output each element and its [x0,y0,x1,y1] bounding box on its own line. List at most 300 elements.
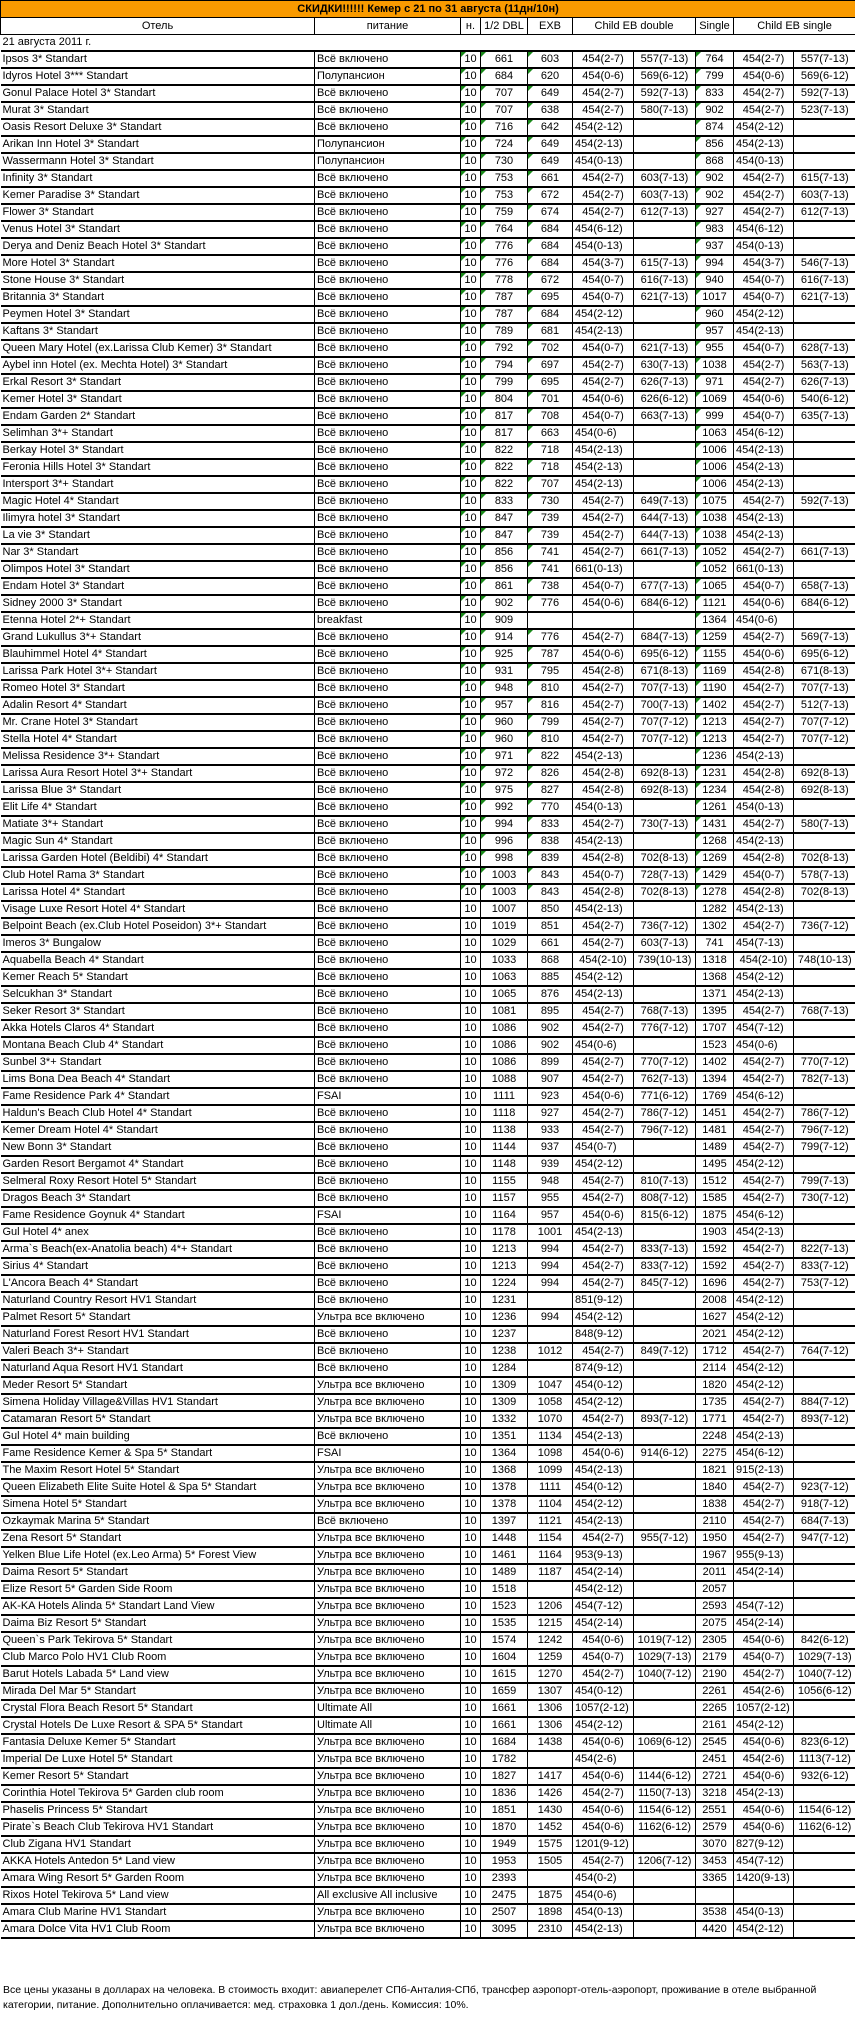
single-price: 1261 [696,799,734,816]
child-eb-double-1: 454(0-7) [573,408,634,425]
table-row [1,408,855,425]
half-dbl-price: 1213 [481,1258,528,1275]
meal-plan: Всё включено [315,238,461,255]
single-price: 2305 [696,1632,734,1649]
nights: 10 [461,51,481,68]
child-eb-single-1: 454(6-12) [734,221,794,238]
hotel-name: Queen Elizabeth Elite Suite Hotel & Spa 5* Standart [1,1479,315,1496]
single-price: 2057 [696,1581,734,1598]
child-eb-single-1: 454(2-13) [734,442,794,459]
table-row [1,1258,855,1275]
child-eb-double-1: 454(7-12) [573,1598,634,1615]
hotel-name: Yelken Blue Life Hotel (ex.Leo Arma) 5* Forest View [1,1547,315,1564]
exb-price: 1121 [528,1513,573,1530]
child-eb-single-2: 684(6-12) [794,595,855,612]
child-eb-double-1: 454(0-6) [573,1887,634,1904]
half-dbl-price: 1164 [481,1207,528,1224]
exb-price: 822 [528,748,573,765]
child-eb-double-2: 612(7-13) [634,204,696,221]
child-eb-double-1: 454(2-6) [573,1751,634,1768]
exb-price: 895 [528,1003,573,1020]
table-row [1,255,855,272]
exb-price: 649 [528,85,573,102]
child-eb-double-1: 454(2-7) [573,1003,634,1020]
half-dbl-price: 1518 [481,1581,528,1598]
child-eb-single-2: 707(7-12) [794,714,855,731]
child-eb-double-1: 454(2-13) [573,442,634,459]
single-price: 1840 [696,1479,734,1496]
hotel-name: Zena Resort 5* Standart [1,1530,315,1547]
half-dbl-price: 1178 [481,1224,528,1241]
child-eb-single-2 [794,153,855,170]
child-eb-single-2: 782(7-13) [794,1071,855,1088]
nights: 10 [461,102,481,119]
exb-price: 1104 [528,1496,573,1513]
half-dbl-price: 799 [481,374,528,391]
hotel-name: Kemer Resort 5* Standart [1,1768,315,1785]
table-row [1,1751,855,1768]
exb-price: 899 [528,1054,573,1071]
meal-plan: Ультра все включено [315,1530,461,1547]
hotel-name: Feronia Hills Hotel 3* Standart [1,459,315,476]
meal-plan: Всё включено [315,1513,461,1530]
exb-price: 843 [528,867,573,884]
hotel-name: Intersport 3*+ Standart [1,476,315,493]
child-eb-single-1: 454(7-12) [734,1020,794,1037]
child-eb-single-1 [734,1887,794,1904]
single-price: 2248 [696,1428,734,1445]
half-dbl-price: 764 [481,221,528,238]
table-row [1,1853,855,1870]
nights: 10 [461,1802,481,1819]
meal-plan: FSAI [315,1207,461,1224]
exb-price: 1270 [528,1666,573,1683]
nights: 10 [461,1020,481,1037]
table-row [1,119,855,136]
child-eb-single-2: 546(7-13) [794,255,855,272]
meal-plan: Всё включено [315,187,461,204]
exb-price: 810 [528,680,573,697]
hotel-name: Kaftans 3* Standart [1,323,315,340]
date-label: 21 августа 2011 г. [2,36,92,49]
child-eb-double-2 [634,136,696,153]
half-dbl-price: 1144 [481,1139,528,1156]
child-eb-single-1: 454(2-12) [734,1717,794,1734]
single-price: 4420 [696,1921,734,1938]
single-price: 1121 [696,595,734,612]
exb-price: 642 [528,119,573,136]
date-row [1,35,855,51]
child-eb-double-1: 454(2-7) [573,935,634,952]
child-eb-double-2: 815(6-12) [634,1207,696,1224]
child-eb-double-2 [634,1904,696,1921]
child-eb-double-1: 454(2-10) [573,952,634,969]
child-eb-double-2: 692(8-13) [634,765,696,782]
hotel-name: Venus Hotel 3* Standart [1,221,315,238]
child-eb-double-1: 454(0-7) [573,1649,634,1666]
child-eb-double-2 [634,1598,696,1615]
half-dbl-price: 787 [481,306,528,323]
child-eb-single-2 [794,1020,855,1037]
meal-plan: FSAI [315,1088,461,1105]
child-eb-single-1: 454(2-6) [734,1751,794,1768]
half-dbl-price: 1489 [481,1564,528,1581]
table-row [1,1343,855,1360]
table-row [1,1173,855,1190]
hotel-name: Ozkaymak Marina 5* Standart [1,1513,315,1530]
nights: 10 [461,629,481,646]
child-eb-single-2: 823(6-12) [794,1734,855,1751]
hotel-name: Haldun's Beach Club Hotel 4* Standart [1,1105,315,1122]
half-dbl-price: 1118 [481,1105,528,1122]
exb-price: 838 [528,833,573,850]
exb-price: 739 [528,527,573,544]
child-eb-single-1: 454(2-8) [734,663,794,680]
child-eb-single-2: 523(7-13) [794,102,855,119]
child-eb-single-2 [794,1887,855,1904]
child-eb-double-1: 851(9-12) [573,1292,634,1309]
child-eb-double-1: 454(2-13) [573,476,634,493]
child-eb-double-1: 454(2-7) [573,1343,634,1360]
exb-price [528,1581,573,1598]
single-price: 1489 [696,1139,734,1156]
nights: 10 [461,1819,481,1836]
hotel-name: Belpoint Beach (ex.Club Hotel Poseidon) 3*+ Standart [1,918,315,935]
exb-price: 695 [528,289,573,306]
nights: 10 [461,850,481,867]
nights: 10 [461,544,481,561]
exb-price: 939 [528,1156,573,1173]
meal-plan: Ultimate All [315,1717,461,1734]
table-row [1,357,855,374]
half-dbl-price: 1007 [481,901,528,918]
nights: 10 [461,748,481,765]
single-price: 1069 [696,391,734,408]
hotel-name: Idyros Hotel 3*** Standart [1,68,315,85]
child-eb-single-2 [794,833,855,850]
nights: 10 [461,170,481,187]
child-eb-double-2: 630(7-13) [634,357,696,374]
table-row [1,1819,855,1836]
half-dbl-price: 2475 [481,1887,528,1904]
single-price: 833 [696,85,734,102]
meal-plan: Всё включено [315,544,461,561]
child-eb-single-2: 764(7-12) [794,1343,855,1360]
child-eb-double-2: 569(6-12) [634,68,696,85]
child-eb-single-2: 702(8-13) [794,884,855,901]
hotel-name: Oasis Resort Deluxe 3* Standart [1,119,315,136]
child-eb-double-1: 454(0-6) [573,1768,634,1785]
exb-price [528,1751,573,1768]
meal-plan: Всё включено [315,1190,461,1207]
table-row [1,901,855,918]
meal-plan: Всё включено [315,289,461,306]
exb-price: 876 [528,986,573,1003]
child-eb-single-1: 454(2-7) [734,357,794,374]
child-eb-double-1: 454(2-7) [573,85,634,102]
table-row [1,1632,855,1649]
single-price: 1592 [696,1258,734,1275]
exb-price: 718 [528,442,573,459]
single-price: 927 [696,204,734,221]
child-eb-single-2 [794,1870,855,1887]
child-eb-double-1: 454(2-7) [573,357,634,374]
table-row [1,1207,855,1224]
child-eb-double-1: 454(2-13) [573,1921,634,1938]
single-price: 2579 [696,1819,734,1836]
child-eb-double-1: 454(2-13) [573,1513,634,1530]
single-price: 1213 [696,731,734,748]
nights: 10 [461,442,481,459]
table-row [1,1479,855,1496]
child-eb-double-1: 454(2-8) [573,850,634,867]
meal-plan: Ultimate All [315,1700,461,1717]
child-eb-double-1: 454(2-7) [573,1785,634,1802]
child-eb-double-1: 454(2-12) [573,119,634,136]
child-eb-single-1: 454(2-13) [734,476,794,493]
meal-plan: Ультра все включено [315,1853,461,1870]
child-eb-single-1: 454(2-7) [734,1258,794,1275]
single-price: 1038 [696,357,734,374]
child-eb-single-2 [794,1717,855,1734]
hotel-name: Sunbel 3*+ Standart [1,1054,315,1071]
half-dbl-price: 1448 [481,1530,528,1547]
nights: 10 [461,1904,481,1921]
exb-price: 730 [528,493,573,510]
single-price: 1512 [696,1173,734,1190]
child-eb-double-2 [634,561,696,578]
child-eb-single-1: 454(2-13) [734,1224,794,1241]
single-price: 2265 [696,1700,734,1717]
hotel-name: Derya and Deniz Beach Hotel 3* Standart [1,238,315,255]
child-eb-double-1: 454(2-7) [573,1241,634,1258]
meal-plan: Всё включено [315,408,461,425]
child-eb-single-1: 454(2-8) [734,884,794,901]
nights: 10 [461,1768,481,1785]
child-eb-single-1: 454(2-13) [734,833,794,850]
child-eb-double-2: 557(7-13) [634,51,696,68]
meal-plan: Всё включено [315,323,461,340]
table-row [1,51,855,68]
single-price: 1585 [696,1190,734,1207]
table-row [1,1598,855,1615]
half-dbl-price: 1063 [481,969,528,986]
child-eb-double-1: 454(2-12) [573,969,634,986]
child-eb-single-2 [794,1377,855,1394]
hotel-name: Infinity 3* Standart [1,170,315,187]
nights: 10 [461,153,481,170]
child-eb-double-2 [634,221,696,238]
child-eb-single-1: 454(2-13) [734,1428,794,1445]
hotel-name: Larissa Blue 3* Standart [1,782,315,799]
child-eb-single-2: 893(7-12) [794,1411,855,1428]
half-dbl-price: 1615 [481,1666,528,1683]
exb-price: 684 [528,238,573,255]
child-eb-single-2: 833(7-12) [794,1258,855,1275]
exb-price: 620 [528,68,573,85]
single-price: 1038 [696,527,734,544]
exb-price: 1452 [528,1819,573,1836]
table-row [1,680,855,697]
single-price: 955 [696,340,734,357]
child-eb-double-2: 768(7-13) [634,1003,696,1020]
exb-price: 902 [528,1037,573,1054]
child-eb-single-2: 569(7-13) [794,629,855,646]
child-eb-single-2 [794,612,855,629]
meal-plan: Ультра все включено [315,1649,461,1666]
meal-plan: Ультра все включено [315,1547,461,1564]
child-eb-double-2 [634,1751,696,1768]
child-eb-single-1: 454(2-13) [734,901,794,918]
child-eb-single-2 [794,561,855,578]
child-eb-double-1: 454(2-7) [573,187,634,204]
meal-plan: Всё включено [315,918,461,935]
meal-plan: Всё включено [315,1275,461,1292]
child-eb-single-2: 730(7-12) [794,1190,855,1207]
meal-plan: Всё включено [315,85,461,102]
meal-plan: Всё включено [315,1003,461,1020]
child-eb-double-2 [634,306,696,323]
exb-price: 2310 [528,1921,573,1938]
child-eb-single-1: 454(2-7) [734,374,794,391]
child-eb-double-1: 454(2-7) [573,527,634,544]
meal-plan: Всё включено [315,425,461,442]
exb-price: 695 [528,374,573,391]
half-dbl-price: 792 [481,340,528,357]
exb-price: 1134 [528,1428,573,1445]
exb-price: 1306 [528,1700,573,1717]
half-dbl-price: 1364 [481,1445,528,1462]
nights: 10 [461,136,481,153]
single-price: 1236 [696,748,734,765]
child-eb-double-2: 1029(7-13) [634,1649,696,1666]
nights: 10 [461,187,481,204]
single-price: 1402 [696,697,734,714]
child-eb-single-1: 454(0-6) [734,1632,794,1649]
hotel-name: Club Hotel Rama 3* Standart [1,867,315,884]
hotel-name: Queen Mary Hotel (ex.Larissa Club Kemer) 3* Standart [1,340,315,357]
child-eb-double-2: 649(7-13) [634,493,696,510]
child-eb-single-1: 454(2-13) [734,136,794,153]
child-eb-double-2 [634,1428,696,1445]
child-eb-double-2: 736(7-12) [634,918,696,935]
single-price: 1052 [696,561,734,578]
child-eb-single-1: 454(2-7) [734,1394,794,1411]
nights: 10 [461,646,481,663]
meal-plan: Полупансион [315,153,461,170]
exb-price: 957 [528,1207,573,1224]
exb-price: 933 [528,1122,573,1139]
nights: 10 [461,510,481,527]
table-row [1,510,855,527]
nights: 10 [461,595,481,612]
child-eb-single-1: 454(2-13) [734,323,794,340]
hotel-name: Amara Dolce Vita HV1 Club Room [1,1921,315,1938]
meal-plan: Всё включено [315,629,461,646]
child-eb-single-2 [794,1207,855,1224]
child-eb-double-1: 454(2-7) [573,1666,634,1683]
meal-plan: Всё включено [315,459,461,476]
exb-price: 787 [528,646,573,663]
child-eb-double-2: 615(7-13) [634,255,696,272]
nights: 10 [461,1700,481,1717]
nights: 10 [461,884,481,901]
child-eb-single-1: 454(2-7) [734,1496,794,1513]
child-eb-single-1: 454(2-7) [734,629,794,646]
single-price: 2451 [696,1751,734,1768]
child-eb-single-1: 827(9-12) [734,1836,794,1853]
child-eb-single-1: 454(2-7) [734,187,794,204]
child-eb-double-2: 728(7-13) [634,867,696,884]
single-price: 1592 [696,1241,734,1258]
child-eb-single-1: 915(2-13) [734,1462,794,1479]
hotel-name: Nar 3* Standart [1,544,315,561]
nights: 10 [461,272,481,289]
child-eb-double-1: 454(2-7) [573,816,634,833]
child-eb-single-1: 454(2-12) [734,1377,794,1394]
nights: 10 [461,238,481,255]
child-eb-single-2 [794,1156,855,1173]
table-row [1,272,855,289]
child-eb-single-2 [794,1360,855,1377]
child-eb-double-2: 1040(7-12) [634,1666,696,1683]
single-price: 1696 [696,1275,734,1292]
meal-plan: Всё включено [315,204,461,221]
sheet-title: СКИДКИ!!!!!! Кемер с 21 по 31 августа (11дн/10н) [1,1,855,18]
child-eb-double-1: 454(2-7) [573,1530,634,1547]
half-dbl-price: 753 [481,170,528,187]
child-eb-single-2 [794,306,855,323]
child-eb-double-2: 786(7-12) [634,1105,696,1122]
exb-price: 810 [528,731,573,748]
child-eb-single-2: 736(7-12) [794,918,855,935]
table-row [1,306,855,323]
half-dbl-price: 776 [481,255,528,272]
table-row [1,1870,855,1887]
half-dbl-price: 804 [481,391,528,408]
child-eb-double-2 [634,1360,696,1377]
hotel-name: Olimpos Hotel 3* Standart [1,561,315,578]
half-dbl-price: 960 [481,731,528,748]
child-eb-single-2: 671(8-13) [794,663,855,680]
table-row [1,1683,855,1700]
child-eb-single-2 [794,221,855,238]
table-row [1,1309,855,1326]
child-eb-single-2 [794,459,855,476]
hotel-name: Club Marco Polo HV1 Club Room [1,1649,315,1666]
table-row [1,714,855,731]
single-price: 902 [696,187,734,204]
table-row [1,918,855,935]
nights: 10 [461,1836,481,1853]
child-eb-double-1: 454(2-13) [573,1224,634,1241]
half-dbl-price: 1461 [481,1547,528,1564]
exb-price: 702 [528,340,573,357]
child-eb-single-1: 454(2-7) [734,1173,794,1190]
table-row [1,952,855,969]
child-eb-single-1: 661(0-13) [734,561,794,578]
child-eb-single-1: 454(0-6) [734,1819,794,1836]
child-eb-single-2: 592(7-13) [794,493,855,510]
nights: 10 [461,731,481,748]
child-eb-single-2 [794,1309,855,1326]
child-eb-double-2 [634,1496,696,1513]
hotel-name: Catamaran Resort 5* Standart [1,1411,315,1428]
child-eb-double-1: 454(0-7) [573,272,634,289]
hotel-name: Grand Lukullus 3*+ Standart [1,629,315,646]
table-row [1,1513,855,1530]
child-eb-single-2: 692(8-13) [794,782,855,799]
